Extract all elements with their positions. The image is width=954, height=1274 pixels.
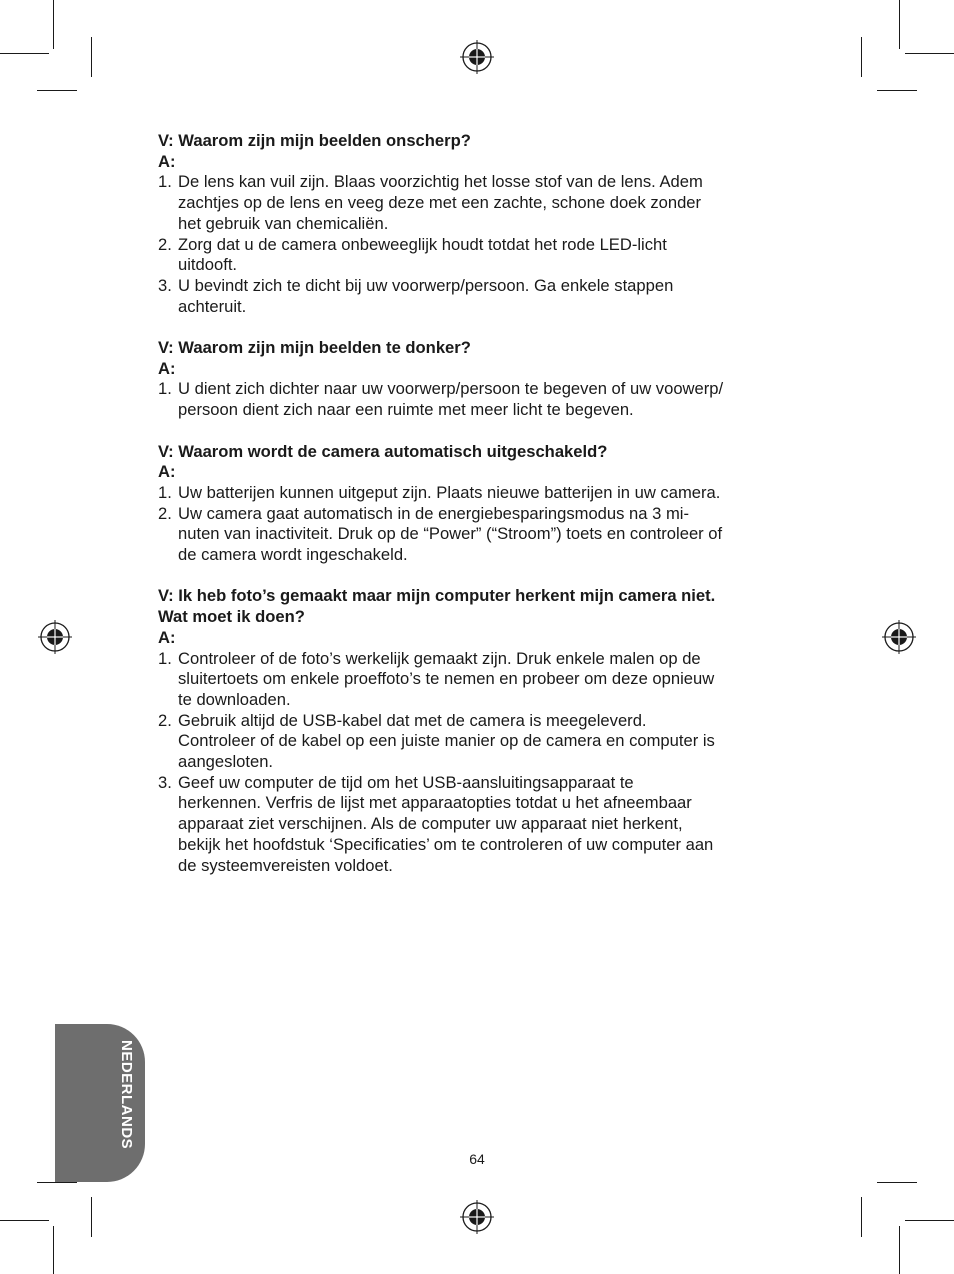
answer-line: sluitertoets om enkele proeffoto’s te nemen en probeer om deze opnieuw (178, 669, 715, 689)
answer-line: de systeemvereisten voldoet. (178, 855, 393, 875)
answer-line: U bevindt zich te dicht bij uw voorwerp/persoon. Ga enkele stappen (178, 275, 674, 295)
answer-line: achteruit. (178, 296, 247, 316)
answer-line: Geef uw computer de tijd om het USB-aansluitingsapparaat te (178, 772, 634, 792)
answer-line: Gebruik altijd de USB-kabel dat met de camera is meegeleverd. (178, 710, 647, 730)
answer-item (158, 483, 778, 504)
crop-mark (877, 90, 917, 91)
crop-mark (37, 90, 77, 91)
answer-label: A: (158, 358, 176, 378)
language-tab-label: NEDERLANDS (118, 1040, 135, 1150)
answer-line: nuten van inactiviteit. Druk op de “Power” (“Stroom”) toets en controleer of (178, 524, 723, 544)
faq-question (158, 586, 778, 627)
registration-mark-icon (460, 40, 494, 74)
registration-mark-icon (460, 1200, 494, 1234)
answer-line: Uw batterijen kunnen uitgeput zijn. Plaats nieuwe batterijen in uw camera. (178, 482, 721, 502)
crop-mark (899, 1226, 900, 1274)
answer-line: De lens kan vuil zijn. Blaas voorzichtig het losse stof van de lens. Adem (178, 172, 703, 192)
crop-mark (905, 53, 954, 54)
faq-question: V: Waarom zijn mijn beelden te donker? (158, 338, 471, 358)
answer-list (158, 483, 778, 566)
answer-label: A: (158, 627, 176, 647)
crop-mark (37, 1182, 77, 1183)
answer-item (158, 649, 778, 711)
answer-item (158, 172, 778, 234)
crop-mark (53, 1226, 54, 1274)
answer-line: bekijk het hoofdstuk ‘Specificaties’ om te controleren of uw computer aan (178, 834, 714, 854)
registration-mark-icon (882, 620, 916, 654)
item-number: 2. (158, 710, 172, 730)
crop-mark (905, 1220, 954, 1221)
faq-question: V: Waarom wordt de camera automatisch uitgeschakeld? (158, 441, 608, 461)
answer-item (158, 276, 778, 317)
registration-mark-icon (38, 620, 72, 654)
crop-mark (899, 0, 900, 49)
answer-line: het gebruik van chemicaliën. (178, 213, 389, 233)
item-number: 1. (158, 172, 172, 192)
crop-mark (877, 1182, 917, 1183)
answer-list (158, 649, 778, 877)
answer-item (158, 235, 778, 276)
answer-item (158, 773, 778, 877)
answer-line: persoon dient zich naar een ruimte met meer licht te begeven. (178, 400, 634, 420)
answer-line: Controleer of de kabel op een juiste manier op de camera en computer is (178, 731, 715, 751)
answer-item (158, 379, 778, 420)
page-number: 64 (469, 1151, 485, 1167)
item-number: 2. (158, 234, 172, 254)
answer-line: te downloaden. (178, 689, 291, 709)
crop-mark (91, 37, 92, 77)
crop-mark (53, 0, 54, 49)
crop-mark (861, 1197, 862, 1237)
answer-list (158, 379, 778, 420)
answer-line: de camera wordt ingeschakeld. (178, 545, 408, 565)
answer-line: herkennen. Verfris de lijst met apparaatopties totdat u het afneembaar (178, 793, 692, 813)
answer-item (158, 504, 778, 566)
crop-mark (0, 1220, 49, 1221)
answer-label: A: (158, 462, 176, 482)
item-number: 2. (158, 503, 172, 523)
question-line: Wat moet ik doen? (158, 607, 305, 627)
answer-line: zachtjes op de lens en veeg deze met een zachte, schone doek zonder (178, 193, 702, 213)
crop-mark (861, 37, 862, 77)
answer-line: Zorg dat u de camera onbeweeglijk houdt totdat het rode LED-licht (178, 234, 667, 254)
item-number: 3. (158, 275, 172, 295)
item-number: 1. (158, 379, 172, 399)
answer-line: U dient zich dichter naar uw voorwerp/persoon te begeven of uw voowerp/ (178, 379, 724, 399)
answer-label: A: (158, 151, 176, 171)
answer-line: uitdooft. (178, 255, 238, 275)
item-number: 3. (158, 772, 172, 792)
answer-item (158, 711, 778, 773)
question-line: V: Ik heb foto’s gemaakt maar mijn computer herkent mijn camera niet. (158, 586, 716, 606)
crop-mark (91, 1197, 92, 1237)
answer-line: apparaat ziet verschijnen. Als de computer uw apparaat niet herkent, (178, 814, 683, 834)
answer-line: aangesloten. (178, 752, 274, 772)
crop-mark (0, 53, 49, 54)
answer-line: Controleer of de foto’s werkelijk gemaakt zijn. Druk enkele malen op de (178, 648, 701, 668)
faq-content (158, 131, 778, 876)
item-number: 1. (158, 648, 172, 668)
answer-line: Uw camera gaat automatisch in de energiebesparingsmodus na 3 mi- (178, 503, 689, 523)
answer-list (158, 172, 778, 317)
faq-question: V: Waarom zijn mijn beelden onscherp? (158, 131, 471, 150)
item-number: 1. (158, 482, 172, 502)
